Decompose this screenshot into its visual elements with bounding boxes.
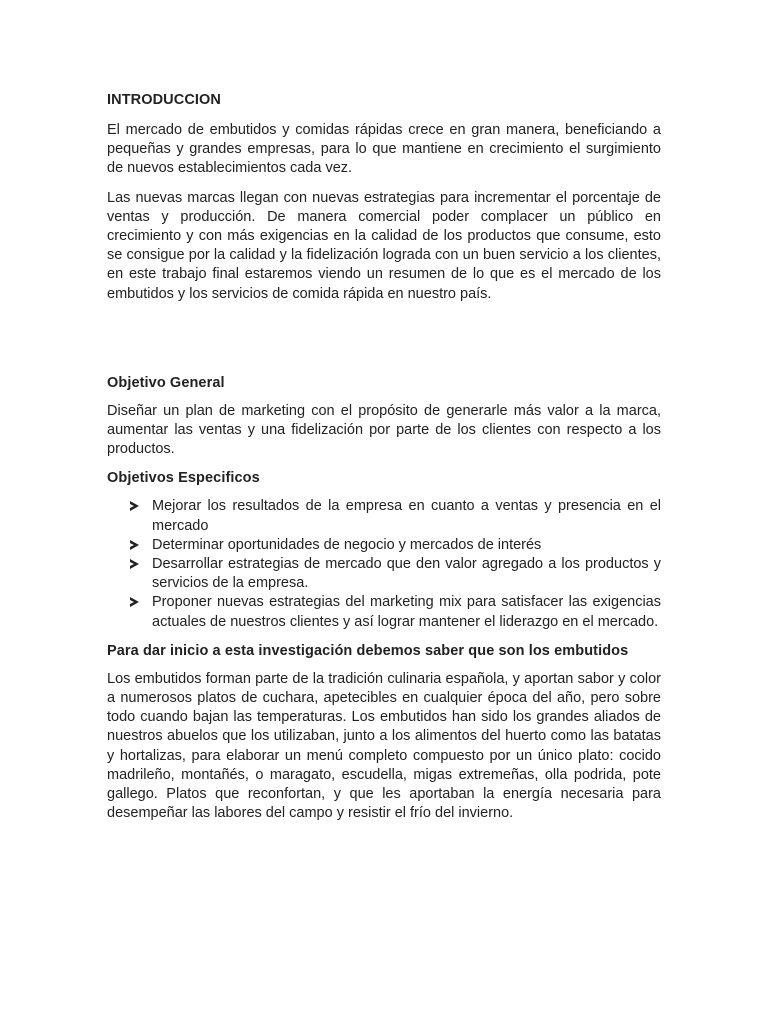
objetivos-especificos-heading: Objetivos Especificos — [107, 470, 260, 487]
objetivo-general-heading: Objetivo General — [107, 374, 225, 391]
document-body — [107, 90, 661, 823]
objetivos-especificos-list — [107, 497, 661, 631]
list-item-text: Mejorar los resultados de la empresa en cuanto a ventas y presencia en el mercado — [152, 498, 661, 534]
intro-paragraph: Las nuevas marcas llegan con nuevas estrategias para incrementar el porcentaje de ventas y producción. De manera comercial poder complacer un público en crecimiento y con más exigencias en la calidad de los productos que consume, esto se consigue por la calidad y la fidelización lograda con un buen servicio a los clientes, en este trabajo final estaremos viendo un resumen de lo que es el mercado de los embutidos y los servicios de comida rápida en nuestro país. — [107, 189, 661, 302]
intro-paragraph: El mercado de embutidos y comidas rápidas crece en gran manera, beneficiando a pequeñas y grandes empresas, para lo que mantiene en crecimiento el surgimiento de nuevos establecimientos cada vez. — [107, 122, 661, 177]
list-item — [107, 555, 661, 593]
list-item — [107, 593, 661, 631]
list-item-text: Desarrollar estrategias de mercado que den valor agregado a los productos y servicios de la empresa. — [152, 556, 661, 592]
arrow-bullet-icon — [130, 597, 139, 607]
arrow-bullet-icon — [130, 540, 139, 550]
introduccion-heading: INTRODUCCION — [107, 92, 221, 108]
embutidos-heading: Para dar inicio a esta investigación debemos saber que son los embutidos — [107, 642, 629, 659]
arrow-bullet-icon — [130, 501, 139, 511]
objetivo-general-paragraph: Diseñar un plan de marketing con el propósito de generarle más valor a la marca, aumentar las ventas y una fidelización por parte de los clientes con respecto a los productos. — [107, 402, 661, 458]
list-item — [107, 536, 661, 555]
list-item-text: Determinar oportunidades de negocio y mercados de interés — [152, 536, 542, 553]
arrow-bullet-icon — [130, 559, 139, 569]
list-item-text: Proponer nuevas estrategias del marketing mix para satisfacer las exigencias actuales de nuestros clientes y así lograr mantener el liderazgo en el mercado. — [152, 594, 661, 630]
embutidos-paragraph: Los embutidos forman parte de la tradición culinaria española, y aportan sabor y color a numerosos platos de cuchara, apetecibles en cualquier época del año, pero sobre todo cuando bajan las temperaturas. Los embutidos han sido los grandes aliados de nuestros abuelos que los utilizaban, junto a los alimentos del huerto como las batatas y hortalizas, para elaborar un menú completo compuesto por un único plato: cocido madrileño, montañés, o maragato, escudella, migas extremeñas, olla podrida, pote gallego. Platos que reconfortan, y que les aportaban la energía necesaria para desempeñar las labores del campo y resistir el frío del invierno. — [107, 670, 661, 822]
list-item — [107, 497, 661, 535]
